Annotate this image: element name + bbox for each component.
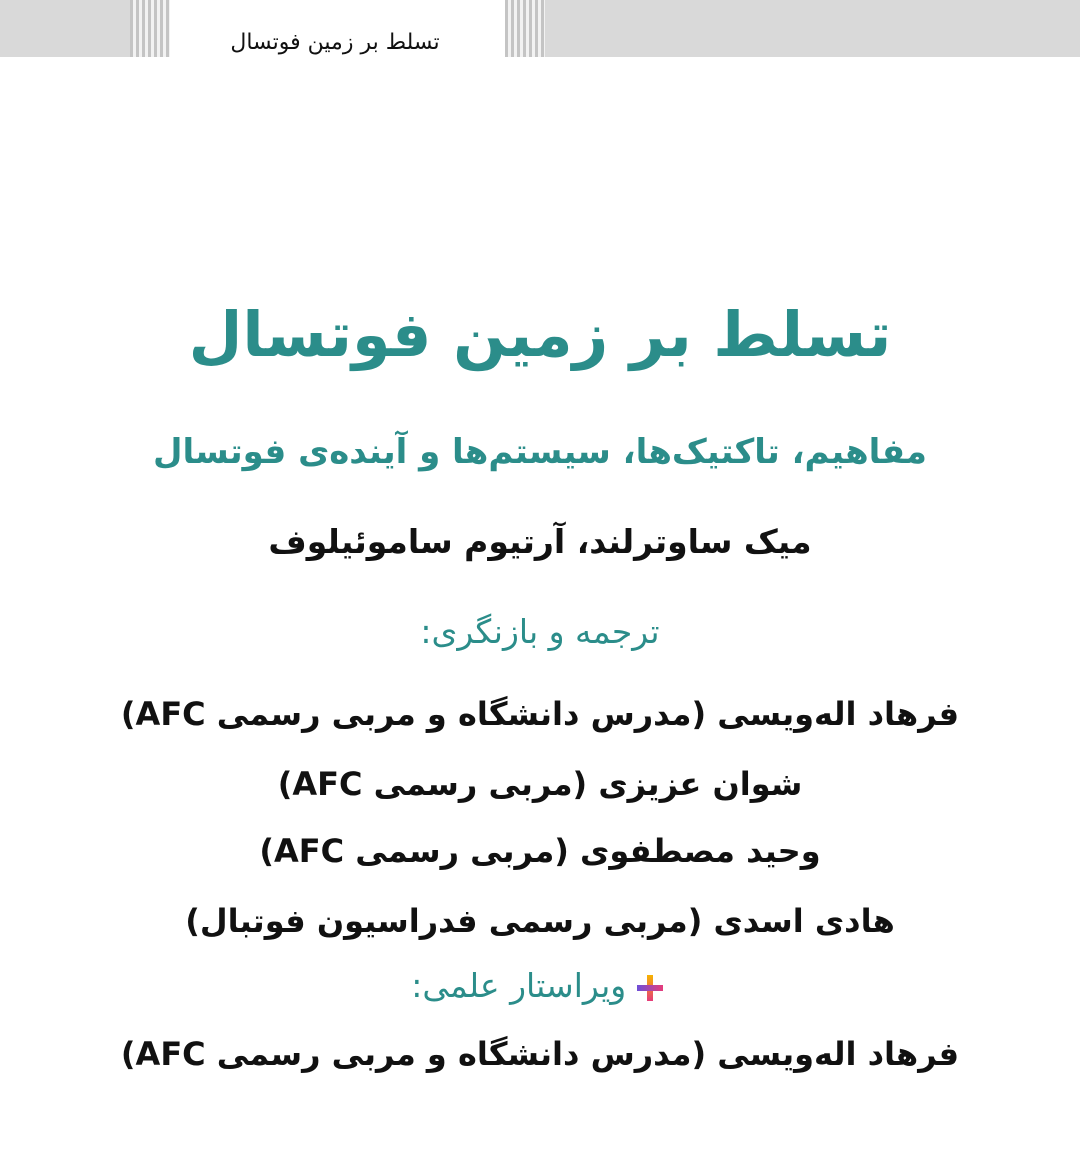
scientific-editor-label: ویراستار علمی: xyxy=(411,966,627,1005)
book-title: تسلط بر زمین فوتسال xyxy=(188,298,892,371)
header-band-right xyxy=(505,0,1080,57)
translator-4: هادی اسدی (مربی رسمی فدراسیون فوتبال) xyxy=(185,902,895,940)
header-stripes-left xyxy=(130,0,170,57)
scientific-editor-row xyxy=(0,966,1080,1005)
running-head: تسلط بر زمین فوتسال xyxy=(230,30,440,55)
book-subtitle: مفاهیم، تاکتیک‌ها، سیستم‌ها و آینده‌ی فوتسال xyxy=(153,432,927,472)
authors: میک ساوترلند، آرتیوم ساموئیلوف xyxy=(268,522,812,561)
scientific-editor-name: فرهاد اله‌ویسی (مدرس دانشگاه و مربی رسمی AFC) xyxy=(120,1035,960,1073)
translator-3: وحید مصطفوی (مربی رسمی AFC) xyxy=(259,832,821,870)
translator-2: شوان عزیزی (مربی رسمی AFC) xyxy=(277,765,803,803)
header-stripes-right xyxy=(505,0,545,57)
cross-bullet-icon xyxy=(637,975,663,1001)
translator-1: فرهاد اله‌ویسی (مدرس دانشگاه و مربی رسمی AFC) xyxy=(120,695,960,733)
translation-label: ترجمه و بازنگری: xyxy=(420,612,660,651)
